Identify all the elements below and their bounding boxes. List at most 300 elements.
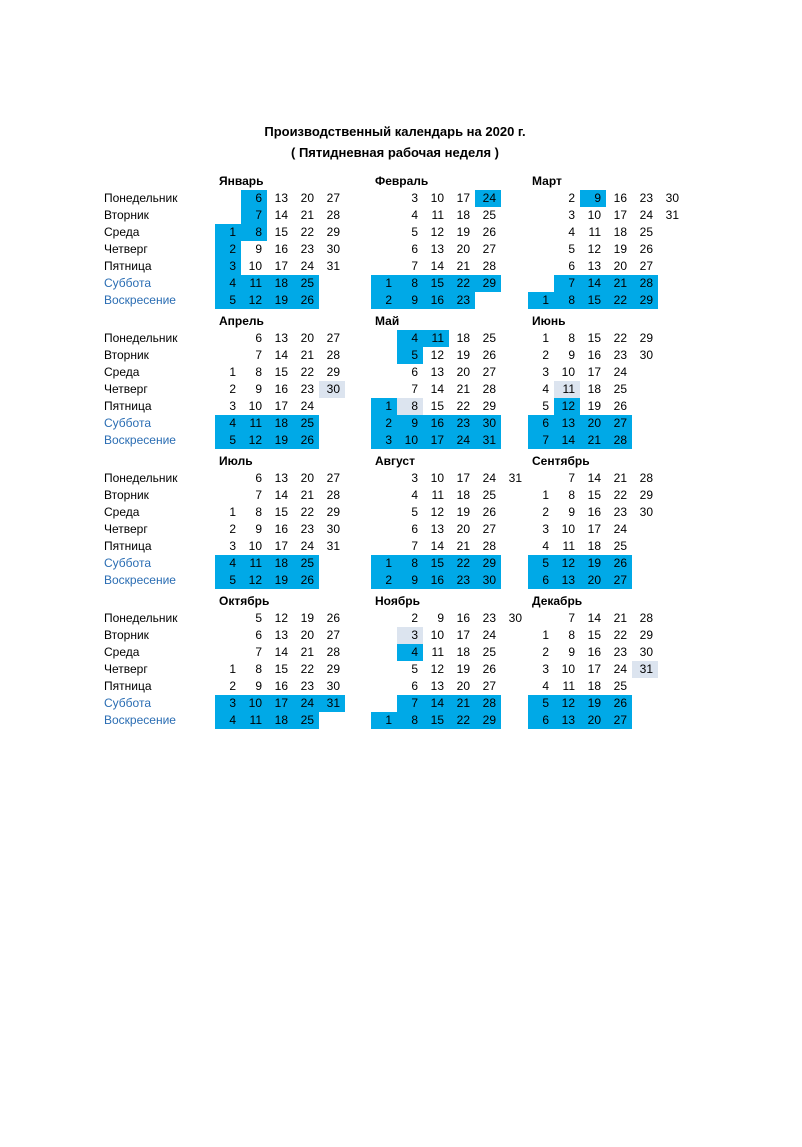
day-cell: 28 (606, 432, 632, 449)
day-cell: 12 (241, 432, 267, 449)
day-cell: 5 (568, 242, 575, 256)
day-cell: 8 (397, 712, 423, 729)
day-cell: 15 (423, 275, 449, 292)
day-cell: 14 (274, 645, 288, 659)
day-cell: 30 (639, 505, 653, 519)
day-cell: 26 (482, 662, 496, 676)
day-cell: 25 (639, 225, 653, 239)
day-cell: 6 (568, 259, 575, 273)
day-cell: 17 (613, 208, 627, 222)
day-cell: 15 (587, 331, 601, 345)
day-cell: 15 (423, 555, 449, 572)
day-cell: 22 (300, 505, 314, 519)
day-cell: 17 (274, 259, 288, 273)
day-cell: 8 (397, 275, 423, 292)
day-cell: 24 (300, 539, 314, 553)
day-cell: 15 (587, 628, 601, 642)
day-cell: 28 (482, 382, 496, 396)
day-cell: 26 (482, 225, 496, 239)
day-cell: 10 (397, 432, 423, 449)
month-name: Июль (219, 454, 253, 468)
page-subtitle: ( Пятидневная рабочая неделя ) (291, 145, 499, 160)
day-cell: 27 (482, 242, 496, 256)
day-cell: 21 (456, 539, 470, 553)
day-cell: 25 (293, 415, 319, 432)
day-cell: 30 (326, 679, 340, 693)
day-cell: 26 (482, 348, 496, 362)
day-cell: 5 (255, 611, 262, 625)
day-cell: 22 (606, 292, 632, 309)
day-cell: 25 (613, 539, 627, 553)
day-cell: 1 (371, 555, 397, 572)
day-cell: 29 (326, 505, 340, 519)
day-cell: 13 (274, 471, 288, 485)
day-cell: 12 (554, 555, 580, 572)
weekday-label: Вторник (104, 348, 149, 362)
weekday-label: Четверг (104, 522, 148, 536)
day-cell: 10 (430, 628, 444, 642)
day-cell: 13 (274, 628, 288, 642)
day-cell: 16 (423, 292, 449, 309)
day-cell: 25 (613, 382, 627, 396)
day-cell: 2 (371, 572, 397, 589)
day-cell: 17 (267, 695, 293, 712)
day-cell: 8 (255, 662, 262, 676)
day-cell: 6 (528, 415, 554, 432)
day-cell: 16 (587, 348, 601, 362)
day-cell: 4 (215, 712, 241, 729)
day-cell: 4 (542, 382, 549, 396)
day-cell: 5 (411, 505, 418, 519)
day-cell: 1 (528, 292, 554, 309)
day-cell: 8 (568, 331, 575, 345)
day-cell: 17 (587, 522, 601, 536)
day-cell: 19 (613, 242, 627, 256)
day-cell: 22 (300, 365, 314, 379)
day-cell: 1 (542, 628, 549, 642)
weekday-label: Понедельник (104, 331, 178, 345)
day-cell: 10 (561, 365, 575, 379)
day-cell: 27 (606, 712, 632, 729)
day-cell: 28 (639, 471, 653, 485)
day-cell: 29 (475, 275, 501, 292)
day-cell: 29 (632, 292, 658, 309)
day-cell: 16 (274, 242, 288, 256)
day-cell: 1 (229, 365, 236, 379)
weekday-label: Воскресение (104, 293, 176, 307)
day-cell: 14 (554, 432, 580, 449)
day-cell: 26 (293, 572, 319, 589)
day-cell: 24 (300, 399, 314, 413)
day-cell: 5 (528, 695, 554, 712)
day-cell: 3 (411, 191, 418, 205)
weekday-label: Среда (104, 225, 140, 239)
day-cell: 24 (613, 522, 627, 536)
day-cell: 2 (568, 191, 575, 205)
day-cell: 25 (293, 712, 319, 729)
day-cell: 27 (606, 415, 632, 432)
day-cell: 18 (456, 208, 470, 222)
day-cell: 21 (580, 432, 606, 449)
day-cell: 15 (274, 225, 288, 239)
day-cell: 11 (562, 539, 575, 553)
month-name: Апрель (219, 314, 264, 328)
day-cell: 5 (542, 399, 549, 413)
day-cell: 19 (580, 695, 606, 712)
weekday-label: Среда (104, 365, 140, 379)
month-name: Март (532, 174, 562, 188)
day-cell: 21 (300, 348, 314, 362)
day-cell: 26 (293, 432, 319, 449)
day-cell: 14 (274, 348, 288, 362)
day-cell: 29 (482, 399, 496, 413)
day-cell: 19 (267, 572, 293, 589)
weekday-label: Среда (104, 645, 140, 659)
day-cell: 15 (274, 662, 288, 676)
day-cell: 24 (613, 662, 627, 676)
day-cell: 28 (632, 275, 658, 292)
day-cell: 20 (300, 331, 314, 345)
day-cell: 7 (411, 259, 418, 273)
month-name: Ноябрь (375, 594, 420, 608)
weekday-label: Четверг (104, 242, 148, 256)
day-cell: 6 (255, 471, 262, 485)
day-cell: 21 (449, 695, 475, 712)
day-cell: 20 (456, 522, 470, 536)
day-cell: 2 (371, 415, 397, 432)
day-cell: 11 (588, 225, 601, 239)
weekday-label: Суббота (104, 276, 151, 290)
day-cell: 10 (248, 539, 262, 553)
day-cell: 3 (229, 539, 236, 553)
day-cell: 16 (456, 611, 470, 625)
day-cell: 22 (613, 628, 627, 642)
day-cell: 29 (639, 331, 653, 345)
day-cell: 12 (241, 292, 267, 309)
day-cell: 30 (639, 348, 653, 362)
day-cell: 29 (326, 662, 340, 676)
day-cell: 15 (274, 365, 288, 379)
day-cell: 12 (430, 662, 444, 676)
weekday-label: Пятница (104, 539, 152, 553)
day-cell: 23 (300, 679, 314, 693)
day-cell: 4 (542, 679, 549, 693)
day-cell: 24 (449, 432, 475, 449)
day-cell: 23 (300, 382, 314, 396)
day-cell: 14 (587, 471, 601, 485)
day-cell: 7 (397, 695, 423, 712)
day-cell: 3 (568, 208, 575, 222)
day-cell: 17 (587, 365, 601, 379)
day-cell: 16 (587, 505, 601, 519)
day-cell: 10 (561, 662, 575, 676)
day-cell: 1 (229, 662, 236, 676)
day-cell: 10 (561, 522, 575, 536)
day-cell: 21 (300, 488, 314, 502)
day-cell: 27 (606, 572, 632, 589)
day-cell: 7 (528, 432, 554, 449)
day-cell: 16 (613, 191, 627, 205)
day-cell: 5 (411, 662, 418, 676)
day-cell: 27 (326, 471, 340, 485)
day-cell: 31 (632, 661, 658, 678)
day-cell: 22 (449, 555, 475, 572)
day-cell: 25 (482, 331, 496, 345)
day-cell: 29 (639, 628, 653, 642)
day-cell: 30 (475, 415, 501, 432)
day-cell: 13 (274, 331, 288, 345)
day-cell: 14 (430, 259, 444, 273)
day-cell: 4 (568, 225, 575, 239)
day-cell: 5 (215, 572, 241, 589)
day-cell: 31 (326, 539, 340, 553)
weekday-label: Понедельник (104, 611, 178, 625)
day-cell: 2 (411, 611, 418, 625)
month-name: Октябрь (219, 594, 270, 608)
day-cell: 19 (456, 225, 470, 239)
day-cell: 8 (241, 224, 267, 241)
day-cell: 16 (423, 572, 449, 589)
day-cell: 21 (606, 275, 632, 292)
day-cell: 16 (423, 415, 449, 432)
day-cell: 10 (430, 471, 444, 485)
day-cell: 23 (449, 572, 475, 589)
day-cell: 30 (665, 191, 679, 205)
day-cell: 25 (482, 208, 496, 222)
day-cell: 21 (300, 645, 314, 659)
day-cell: 29 (475, 555, 501, 572)
day-cell: 5 (215, 432, 241, 449)
day-cell: 1 (371, 275, 397, 292)
day-cell: 23 (300, 242, 314, 256)
day-cell: 21 (300, 208, 314, 222)
day-cell: 3 (371, 432, 397, 449)
day-cell: 21 (456, 382, 470, 396)
day-cell: 7 (411, 539, 418, 553)
day-cell: 23 (482, 611, 496, 625)
page-title: Производственный календарь на 2020 г. (264, 124, 526, 139)
day-cell: 3 (542, 522, 549, 536)
day-cell: 2 (229, 382, 236, 396)
day-cell: 17 (274, 399, 288, 413)
day-cell: 27 (482, 522, 496, 536)
day-cell: 1 (542, 488, 549, 502)
weekday-label: Пятница (104, 679, 152, 693)
day-cell: 31 (326, 259, 340, 273)
day-cell: 26 (606, 695, 632, 712)
day-cell: 14 (587, 611, 601, 625)
day-cell: 19 (456, 505, 470, 519)
day-cell: 19 (587, 399, 601, 413)
month-name: Январь (219, 174, 264, 188)
day-cell: 4 (411, 488, 418, 502)
day-cell: 5 (528, 555, 554, 572)
weekday-label: Суббота (104, 696, 151, 710)
day-cell: 27 (326, 331, 340, 345)
day-cell: 9 (255, 522, 262, 536)
day-cell: 7 (568, 471, 575, 485)
day-cell: 21 (613, 611, 627, 625)
day-cell: 30 (326, 242, 340, 256)
day-cell: 2 (215, 241, 241, 258)
day-cell: 21 (456, 259, 470, 273)
day-cell: 11 (431, 208, 444, 222)
day-cell: 13 (587, 259, 601, 273)
day-cell: 11 (554, 381, 580, 398)
day-cell: 14 (274, 208, 288, 222)
day-cell: 7 (241, 207, 267, 224)
day-cell: 24 (613, 365, 627, 379)
day-cell: 6 (255, 628, 262, 642)
day-cell: 2 (542, 348, 549, 362)
day-cell: 26 (613, 399, 627, 413)
day-cell: 17 (423, 432, 449, 449)
day-cell: 9 (255, 679, 262, 693)
day-cell: 22 (300, 662, 314, 676)
day-cell: 12 (241, 572, 267, 589)
day-cell: 14 (430, 539, 444, 553)
day-cell: 20 (300, 471, 314, 485)
day-cell: 28 (639, 611, 653, 625)
day-cell: 4 (411, 208, 418, 222)
day-cell: 11 (241, 415, 267, 432)
day-cell: 26 (606, 555, 632, 572)
day-cell: 17 (456, 471, 470, 485)
day-cell: 9 (255, 242, 262, 256)
day-cell: 18 (587, 539, 601, 553)
day-cell: 28 (326, 348, 340, 362)
weekday-label: Пятница (104, 399, 152, 413)
day-cell: 27 (326, 191, 340, 205)
day-cell: 31 (475, 432, 501, 449)
day-cell: 18 (456, 488, 470, 502)
day-cell: 14 (423, 695, 449, 712)
day-cell: 19 (456, 662, 470, 676)
day-cell: 31 (508, 471, 522, 485)
day-cell: 6 (528, 712, 554, 729)
day-cell: 6 (411, 365, 418, 379)
day-cell: 22 (456, 399, 470, 413)
day-cell: 12 (554, 398, 580, 415)
day-cell: 19 (580, 555, 606, 572)
day-cell: 24 (293, 695, 319, 712)
day-cell: 6 (411, 242, 418, 256)
day-cell: 28 (326, 645, 340, 659)
day-cell: 7 (568, 611, 575, 625)
day-cell: 16 (274, 382, 288, 396)
day-cell: 15 (274, 505, 288, 519)
day-cell: 29 (475, 712, 501, 729)
day-cell: 17 (456, 628, 470, 642)
weekday-label: Четверг (104, 382, 148, 396)
day-cell: 4 (215, 555, 241, 572)
day-cell: 27 (326, 628, 340, 642)
day-cell: 29 (326, 225, 340, 239)
weekday-label: Среда (104, 505, 140, 519)
day-cell: 10 (587, 208, 601, 222)
day-cell: 2 (229, 522, 236, 536)
day-cell: 7 (554, 275, 580, 292)
day-cell: 30 (326, 522, 340, 536)
day-cell: 20 (580, 415, 606, 432)
day-cell: 20 (300, 191, 314, 205)
day-cell: 22 (449, 712, 475, 729)
day-cell: 8 (554, 292, 580, 309)
day-cell: 24 (639, 208, 653, 222)
day-cell: 28 (482, 259, 496, 273)
day-cell: 4 (397, 330, 423, 347)
day-cell: 1 (215, 224, 241, 241)
day-cell: 24 (300, 259, 314, 273)
month-name: Август (375, 454, 415, 468)
day-cell: 22 (613, 488, 627, 502)
day-cell: 30 (508, 611, 522, 625)
day-cell: 13 (430, 242, 444, 256)
day-cell: 6 (255, 331, 262, 345)
day-cell: 11 (241, 712, 267, 729)
day-cell: 23 (300, 522, 314, 536)
day-cell: 15 (587, 488, 601, 502)
day-cell: 20 (456, 365, 470, 379)
day-cell: 1 (371, 712, 397, 729)
day-cell: 7 (255, 488, 262, 502)
day-cell: 27 (639, 259, 653, 273)
day-cell: 10 (241, 695, 267, 712)
day-cell: 1 (229, 505, 236, 519)
day-cell: 23 (613, 348, 627, 362)
day-cell: 19 (267, 292, 293, 309)
day-cell: 29 (639, 488, 653, 502)
day-cell: 4 (215, 415, 241, 432)
month-name: Февраль (375, 174, 429, 188)
month-name: Июнь (532, 314, 566, 328)
day-cell: 20 (456, 679, 470, 693)
day-cell: 18 (613, 225, 627, 239)
day-cell: 21 (613, 471, 627, 485)
weekday-label: Суббота (104, 556, 151, 570)
day-cell: 19 (267, 432, 293, 449)
day-cell: 17 (456, 191, 470, 205)
day-cell: 24 (482, 628, 496, 642)
day-cell: 5 (397, 347, 423, 364)
day-cell: 20 (613, 259, 627, 273)
day-cell: 25 (482, 645, 496, 659)
day-cell: 26 (293, 292, 319, 309)
day-cell: 26 (639, 242, 653, 256)
day-cell: 20 (456, 242, 470, 256)
day-cell: 8 (397, 555, 423, 572)
day-cell: 25 (293, 555, 319, 572)
day-cell: 11 (423, 330, 449, 347)
day-cell: 2 (542, 505, 549, 519)
day-cell: 20 (300, 628, 314, 642)
day-cell: 30 (319, 381, 345, 398)
day-cell: 1 (542, 331, 549, 345)
day-cell: 18 (267, 415, 293, 432)
day-cell: 13 (274, 191, 288, 205)
day-cell: 31 (665, 208, 679, 222)
day-cell: 11 (562, 679, 575, 693)
day-cell: 12 (430, 348, 444, 362)
day-cell: 8 (255, 365, 262, 379)
day-cell: 10 (430, 191, 444, 205)
day-cell: 18 (267, 555, 293, 572)
day-cell: 7 (255, 348, 262, 362)
day-cell: 28 (326, 488, 340, 502)
day-cell: 26 (482, 505, 496, 519)
day-cell: 16 (587, 645, 601, 659)
day-cell: 12 (274, 611, 288, 625)
